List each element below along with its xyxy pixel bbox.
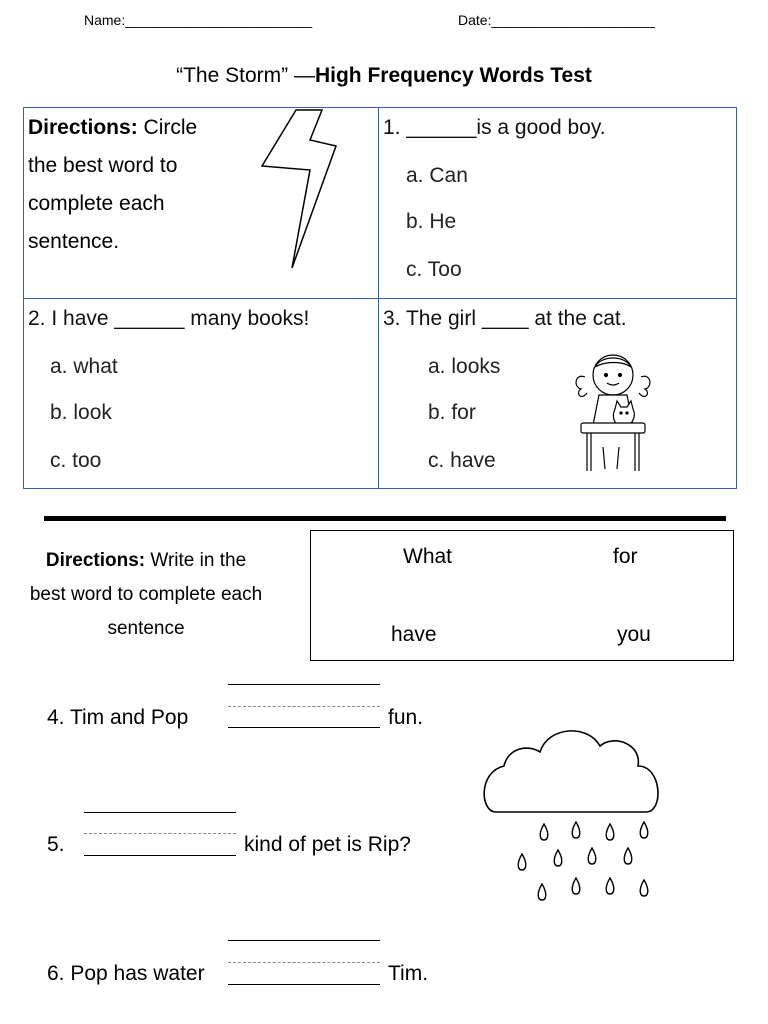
question-1-prompt: 1. ______is a good boy. bbox=[383, 116, 606, 139]
q4-answer-topline bbox=[228, 684, 380, 685]
q6-answer-topline bbox=[228, 940, 380, 941]
word-bank bbox=[310, 530, 734, 661]
question-2-option-c[interactable]: c. too bbox=[50, 449, 102, 472]
word-bank-item: for bbox=[613, 545, 638, 568]
directions-line-2: the best word to bbox=[28, 154, 178, 177]
question-3-prompt: 3. The girl ____ at the cat. bbox=[383, 307, 627, 330]
question-3-option-b[interactable]: b. for bbox=[428, 401, 476, 424]
directions-cell bbox=[24, 108, 379, 299]
q5-answer-midline bbox=[84, 833, 236, 834]
question-1-option-a[interactable]: a. Can bbox=[406, 164, 468, 187]
directions-label: Directions: bbox=[28, 116, 138, 139]
directions-line-3: complete each bbox=[28, 192, 165, 215]
q5-answer-topline bbox=[84, 812, 236, 813]
question-1-option-c[interactable]: c. Too bbox=[406, 258, 462, 281]
question-3-option-a[interactable]: a. looks bbox=[428, 355, 501, 378]
directions-line-1: Directions: Circle bbox=[28, 116, 198, 139]
question-grid bbox=[23, 107, 737, 489]
question-1-option-b[interactable]: b. He bbox=[406, 210, 457, 233]
q5-answer-blank[interactable] bbox=[84, 855, 236, 856]
word-bank-item: have bbox=[391, 623, 437, 646]
q4-answer-midline bbox=[228, 706, 380, 707]
q5-sentence-end: kind of pet is Rip? bbox=[244, 833, 411, 856]
question-1-cell bbox=[379, 108, 737, 299]
q4-answer-blank[interactable] bbox=[228, 727, 380, 728]
rain-cloud-icon bbox=[478, 718, 666, 912]
title-story: “The Storm” — bbox=[176, 64, 315, 87]
section-divider bbox=[44, 516, 726, 521]
title-test-name: High Frequency Words Test bbox=[314, 64, 592, 87]
q6-sentence-start: 6. Pop has water bbox=[47, 962, 205, 985]
q6-sentence-end: Tim. bbox=[388, 962, 429, 985]
lightning-bolt-icon bbox=[256, 108, 346, 273]
directions-line-4: sentence. bbox=[28, 230, 120, 253]
word-bank-item: What bbox=[403, 545, 453, 568]
question-2-option-b[interactable]: b. look bbox=[50, 401, 112, 424]
q6-answer-midline bbox=[228, 962, 380, 963]
question-2-prompt: 2. I have ______ many books! bbox=[28, 307, 310, 330]
word-bank-item: you bbox=[617, 623, 651, 646]
part2-directions: Directions: Write in the best word to complete each sentence bbox=[29, 550, 263, 639]
name-field-label: Name:________________________ bbox=[84, 12, 313, 28]
question-2-cell bbox=[24, 299, 379, 489]
question-3-cell bbox=[379, 299, 737, 489]
q4-sentence-end: fun. bbox=[388, 706, 424, 729]
q4-sentence-start: 4. Tim and Pop bbox=[47, 706, 189, 729]
q6-answer-blank[interactable] bbox=[228, 984, 380, 985]
page-title bbox=[0, 64, 768, 88]
question-2-option-a[interactable]: a. what bbox=[50, 355, 118, 378]
girl-with-cat-illustration bbox=[571, 347, 655, 477]
question-3-option-c[interactable]: c. have bbox=[428, 449, 496, 472]
date-field-label: Date:_____________________ bbox=[458, 12, 655, 28]
q5-sentence-start: 5. bbox=[47, 833, 65, 856]
part2-directions-label: Directions: bbox=[45, 550, 146, 571]
